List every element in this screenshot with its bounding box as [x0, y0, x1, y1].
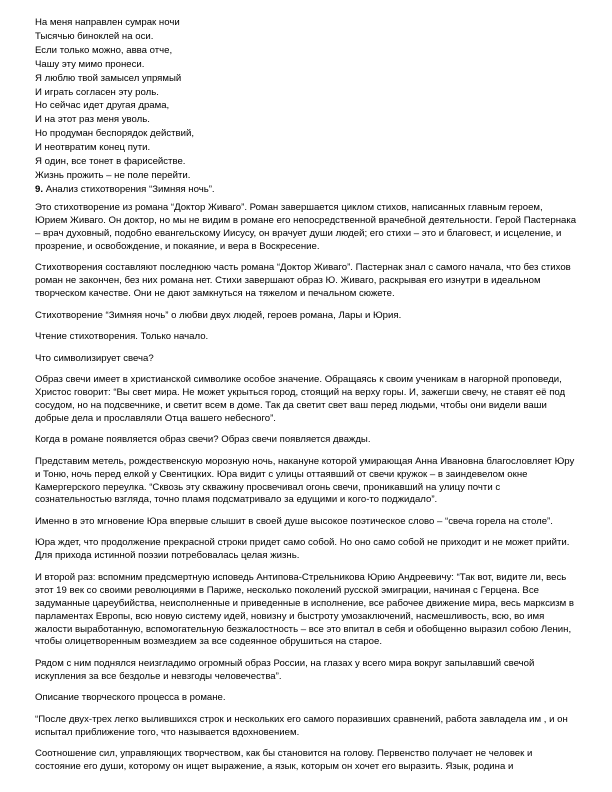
- poem-line: И неотвратим конец пути.: [35, 142, 151, 154]
- poem-line: Если только можно, авва отче,: [35, 44, 173, 56]
- paragraph: Чтение стихотворения. Только начало.: [35, 331, 209, 343]
- poem-line: Чашу эту мимо пронеси.: [35, 58, 145, 70]
- poem-line: Я один, все тонет в фарисействе.: [35, 156, 186, 168]
- poem-line: Я люблю твой замысел упрямый: [35, 72, 182, 84]
- poem-line: На меня направлен сумрак ночи: [35, 17, 180, 28]
- paragraph: Представим метель, рождественскую морозную ночь, накануне которой умирающая Анна Ивановна благословляет Юру и Тоню, ночь перед елкой у Свентицких. Юра видит с улицы оттаявший от свечи кружок – в заиндевелом окне Камергерского переулка. “Сквозь эту скважину просвечивал огонь свечи, проникавший на улицу почти с сознательностью взгляда, точно пламя подсматривало за едущими и кого-то поджидало”.: [35, 455, 575, 506]
- poem-line: Жизнь прожить – не поле перейти.: [35, 169, 191, 181]
- poem-line: И играть согласен эту роль.: [35, 86, 159, 98]
- section-title: Анализ стихотворения “Зимняя ночь”.: [45, 183, 215, 195]
- section-number: 9.: [35, 183, 44, 195]
- paragraph: Это стихотворение из романа “Доктор Живаго”. Роман завершается циклом стихов, написанных главным героем, Юрием Живаго. Он доктор, но мы не видим в романе его непосредственной врачебной деятельности. Герой Пастернака – врач духовный, подобно евангельскому Иисусу, он врачует души людей; его стихи – это и благовест, и исцеление, и прозрение, и освобождение, и покаяние, и вера в Воскресение.: [35, 202, 577, 252]
- poem-line: Тысячью биноклей на оси.: [35, 30, 154, 42]
- paragraph: Соотношение сил, управляющих творчеством, как бы становится на голову. Первенство получает не человек и состояние его души, которому он ищет выражение, а язык, которым он хочет его выразить. Язык, родина и: [35, 748, 533, 773]
- body-text: [35, 202, 577, 783]
- paragraph: Рядом с ним поднялся неизгладимо огромный образ России, на глазах у всего мира вокруг запылавший свечой искупления за все бездолье и невзгоды человечества”.: [35, 657, 535, 682]
- paragraph: И второй раз: вспомним предсмертную исповедь Антипова-Стрельникова Юрию Андреевичу: “Так вот, видите ли, весь этот 19 век со своими революциями в Париже, несколько поколений русской эмиграции, начиная с Герцена. Все задуманные цареубийства, неисполненные и приведенные в исполнение, все рабочее движение мира, весь марксизм в парламентах Европы, всю новую систему идей, новизну и быстроту умозаключений, насмешливость, всю, во имя жалости выработанную, вспомогательную безжалостность – все это впитал в себя и обобщенно выразил собою Ленин, чтобы олицетворенным возмездием за все содеянное обрушиться на старое.: [35, 571, 574, 648]
- paragraph: Именно в это мгновение Юра впервые слышит в своей душе высокое поэтическое слово – “свеча горела на столе”.: [35, 515, 553, 527]
- paragraph: Что символизирует свеча?: [35, 352, 154, 364]
- section-heading: [35, 183, 575, 197]
- paragraph: Юра ждет, что продолжение прекрасной строки придет само собой. Но оно само собой не приходит и не может прийти. Для прихода истинной поэзии потребовалась целая жизнь.: [35, 537, 570, 562]
- paragraph: Стихотворение “Зимняя ночь” о любви двух людей, героев романа, Лары и Юрия.: [35, 309, 402, 321]
- paragraph: Описание творческого процесса в романе.: [35, 692, 226, 704]
- paragraph: Когда в романе появляется образ свечи? Образ свечи появляется дважды.: [35, 434, 371, 446]
- paragraph: Образ свечи имеет в христианской символике особое значение. Обращаясь к своим ученикам в нагорной проповеди, Христос говорит: “Вы свет мира. Не может укрыться город, стоящий на верху горы. И, зажегши свечу, не ставят её под сосудом, но на подсвечнике, и светит всем в доме. Так да светит свет ваш перед людьми, чтобы они видели ваши добрые дела и прославляли Отца вашего небесного”.: [35, 374, 566, 424]
- paragraph: “После двух-трех легко вылившихся строк и нескольких его самого поразивших сравнений, работа завладела им , и он испытал приближение того, что называется вдохновением.: [35, 713, 568, 738]
- poem-line: Но сейчас идет другая драма,: [35, 100, 170, 112]
- poem-line: И на этот раз меня уволь.: [35, 114, 150, 126]
- poem-line: Но продуман беспорядок действий,: [35, 128, 194, 140]
- poem-block: [35, 16, 575, 197]
- paragraph: Стихотворения составляют последнюю часть романа “Доктор Живаго”. Пастернак знал с самого начала, что без стихов роман не закончен, без них романа нет. Стихи завершают образ Ю. Живаго, раскрывая его изнутри в идеальном творческом качестве. Они не дают замкнуться на тяжелом и печальном сюжете.: [35, 262, 571, 300]
